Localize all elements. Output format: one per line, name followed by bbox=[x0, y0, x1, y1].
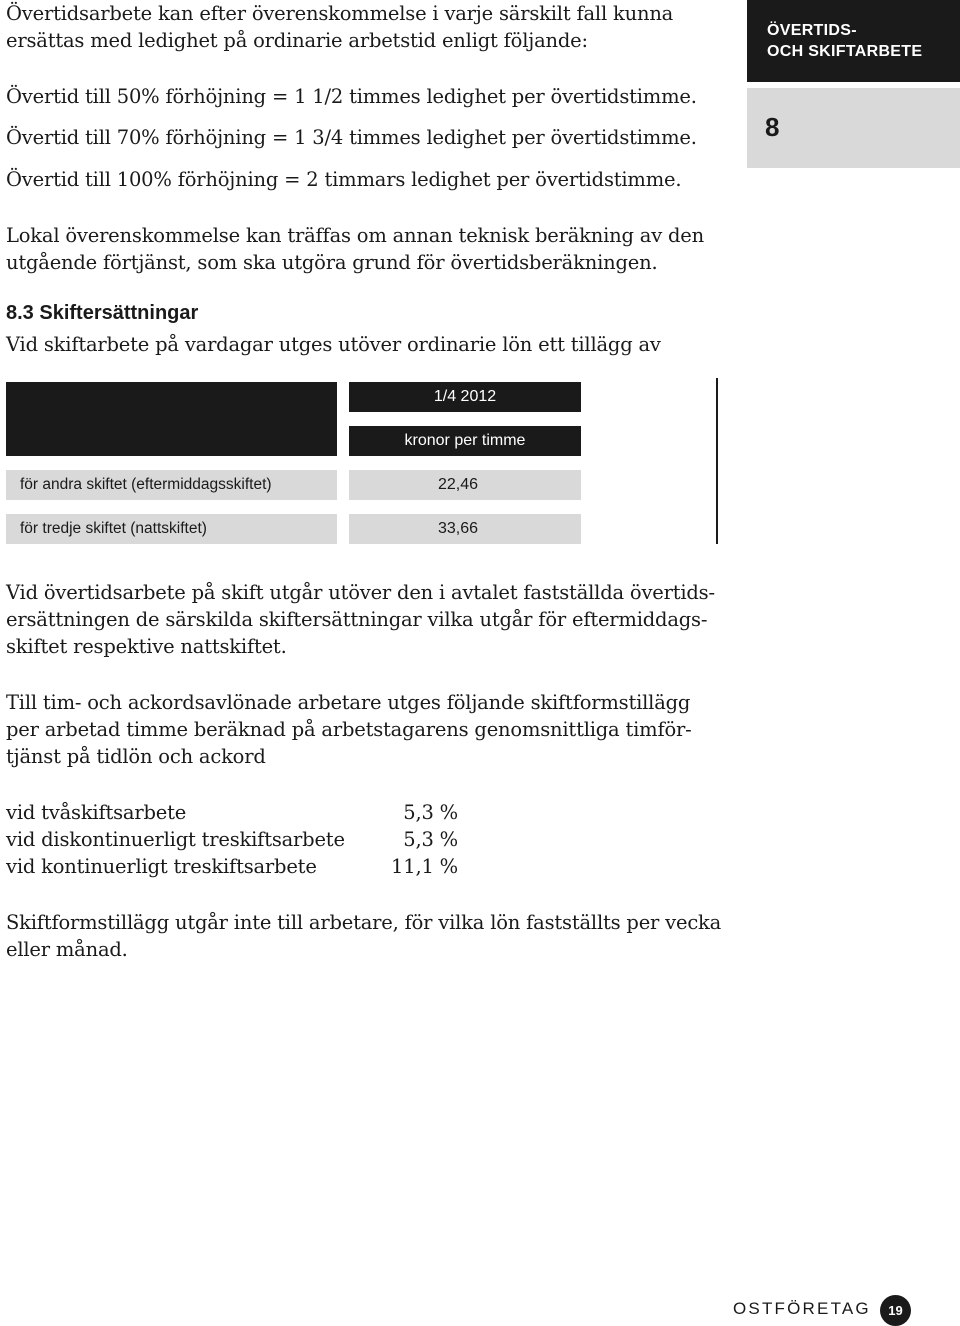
local-agreement-paragraph bbox=[6, 222, 704, 276]
table-row-value: 33,66 bbox=[349, 514, 581, 544]
chapter-title-line: ÖVERTIDS- bbox=[767, 22, 857, 39]
table-row-label: för andra skiftet (eftermiddagsskiftet) bbox=[6, 470, 337, 500]
chapter-title-line: OCH SKIFTARBETE bbox=[767, 43, 923, 60]
intro-line: ersättas med ledighet på ordinarie arbetstid enligt följande: bbox=[6, 29, 588, 52]
paragraph-line: Lokal överenskommelse kan träffas om annan teknisk beräkning av den bbox=[6, 224, 705, 247]
table-date-header: 1/4 2012 bbox=[349, 382, 581, 412]
supplement-label: vid tvåskiftsarbete bbox=[6, 801, 187, 824]
page-number-badge: 19 bbox=[880, 1295, 911, 1326]
paragraph-line: Vid övertidsarbete på skift utgår utöver den i avtalet fastställda övertids- bbox=[6, 581, 715, 604]
footer-brand: OSTFÖRETAG bbox=[733, 1299, 871, 1318]
closing-paragraph bbox=[6, 909, 721, 963]
supplement-value: 11,1 % bbox=[391, 855, 458, 878]
table-row-value: 22,46 bbox=[349, 470, 581, 500]
overtime-shift-paragraph bbox=[6, 579, 715, 660]
chapter-number: 8 bbox=[765, 112, 780, 142]
paragraph-line: ersättningen de särskilda skiftersättningar vilka utgår för eftermiddags- bbox=[6, 608, 708, 631]
paragraph-line: skiftet respektive nattskiftet. bbox=[6, 635, 287, 658]
section-heading: 8.3 Skiftersättningar bbox=[6, 302, 199, 324]
overtime-rule-100: Övertid till 100% förhöjning = 2 timmars ledighet per övertidstimme. bbox=[6, 168, 682, 191]
overtime-rule-50: Övertid till 50% förhöjning = 1 1/2 timmes ledighet per övertidstimme. bbox=[6, 85, 697, 108]
table-unit-header: kronor per timme bbox=[349, 426, 581, 456]
hourly-workers-paragraph bbox=[6, 689, 692, 770]
intro-line: Övertidsarbete kan efter överenskommelse i varje särskilt fall kunna bbox=[6, 2, 674, 25]
chapter-tab bbox=[747, 0, 960, 82]
paragraph-line: Till tim- och ackordsavlönade arbetare utges följande skiftformstillägg bbox=[6, 691, 691, 714]
table-divider bbox=[716, 378, 718, 544]
chapter-number-box bbox=[747, 88, 960, 168]
supplement-label: vid diskontinuerligt treskiftsarbete bbox=[6, 828, 345, 851]
supplement-value: 5,3 % bbox=[403, 801, 458, 824]
supplement-label: vid kontinuerligt treskiftsarbete bbox=[6, 855, 317, 878]
paragraph-line: eller månad. bbox=[6, 938, 128, 961]
section-intro: Vid skiftarbete på vardagar utges utöver ordinarie lön ett tillägg av bbox=[6, 333, 661, 356]
paragraph-line: per arbetad timme beräknad på arbetstagarens genomsnittliga timför- bbox=[6, 718, 692, 741]
paragraph-line: utgående förtjänst, som ska utgöra grund för övertidsberäkningen. bbox=[6, 251, 658, 274]
table-row-label: för tredje skiftet (nattskiftet) bbox=[6, 514, 337, 544]
paragraph-line: Skiftformstillägg utgår inte till arbetare, för vilka lön fastställts per vecka bbox=[6, 911, 722, 934]
supplement-value: 5,3 % bbox=[403, 828, 458, 851]
paragraph-line: tjänst på tidlön och ackord bbox=[6, 745, 266, 768]
intro-paragraph bbox=[6, 0, 673, 54]
overtime-rule-70: Övertid till 70% förhöjning = 1 3/4 timmes ledighet per övertidstimme. bbox=[6, 126, 697, 149]
table-corner-cell bbox=[6, 382, 337, 456]
